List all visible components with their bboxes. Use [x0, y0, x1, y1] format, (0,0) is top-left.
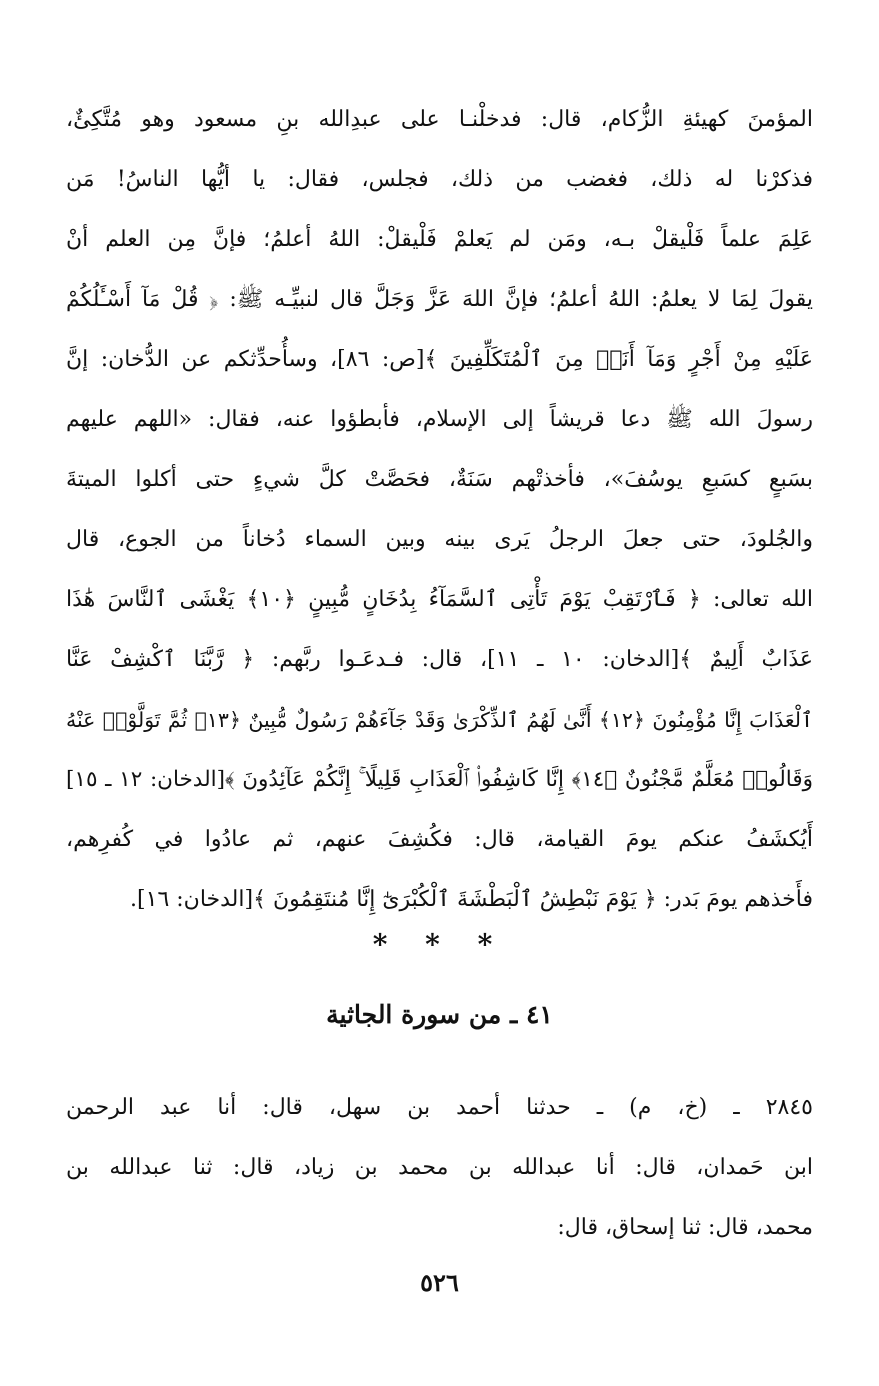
text-line: ٢٨٤٥ ـ (خ، م) ـ حدثنا أحمد بن سهل، قال: أنا عبد الرحمن: [66, 1095, 813, 1120]
text-line: فأَخذهم يومَ بَدر: ﴿ يَوْمَ نَبْطِشُ ٱلْبَطْشَةَ ٱلْكُبْرَىٰٓ إِنَّا مُنتَقِمُونَ ﴾[الدخان: ١٦].: [130, 887, 813, 912]
text-line: بسَبعٍ كسَبعِ يوسُفَ»، فأخذتْهم سَنَةٌ، فحَصَّتْ كلَّ شيءٍ حتى أكلوا الميتةَ: [66, 467, 813, 492]
text-line: عَلَيْهِ مِنْ أَجْرٍ وَمَآ أَنَا۠ مِنَ ٱلْمُتَكَلِّفِينَ ﴾[ص: ٨٦]، وسأُحدِّثكم عن الدُّخان: إنَّ: [66, 347, 813, 372]
text-line: المؤمنَ كهيئةِ الزُّكام، قال: فدخلْنـا على عبدِالله بنِ مسعود وهو مُتَّكِئٌ،: [66, 107, 813, 132]
text-line: رسولَ الله ﷺ دعا قريشاً إلى الإسلام، فأبطؤوا عنه، فقال: «اللهم عليهم: [66, 407, 813, 432]
page-number: ٥٢٦: [420, 1268, 459, 1297]
section-separator: * * *: [372, 928, 507, 961]
text-line: يقولَ لِمَا لا يعلمُ: اللهُ أعلمُ؛ فإنَّ اللهَ عَزَّ وَجَلَّ قال لنبيِّـه ﷺ: ﴿ قُلْ مَآ أَسْـَٔلُكُمْ: [66, 287, 813, 312]
hadith-2845-text: [66, 1078, 813, 1258]
text-line: وَقَالُوا۟ مُعَلَّمٌ مَّجْنُونٌ ﴿١٤﴾ إِنَّا كَاشِفُوا۟ ٱلْعَذَابِ قَلِيلًا ۚ إِنَّكُمْ عَآئِدُونَ ﴾[الدخان: ١٢ ـ ١٥]: [66, 767, 813, 792]
text-line: فذكرْنا له ذلك، فغضب من ذلك، فجلس، فقال: يا أيُّها الناسُ! مَن: [66, 167, 813, 192]
chapter-heading: ٤١ ـ من سورة الجاثية: [326, 1000, 553, 1029]
text-line: أَيُكشَفُ عنكم يومَ القيامة، قال: فكُشِفَ عنهم، ثم عادُوا في كُفرِهم،: [66, 827, 813, 852]
text-line: عَلِمَ علماً فَلْيقلْ بـه، ومَن لم يَعلمْ فَلْيقلْ: اللهُ أعلمُ؛ فإنَّ مِن العلم أنْ: [66, 227, 813, 252]
text-line: الله تعالى: ﴿ فَٱرْتَقِبْ يَوْمَ تَأْتِى ٱلسَّمَآءُ بِدُخَانٍ مُّبِينٍ ﴿١٠﴾ يَغْشَى ٱلنَّاسَ هَٰذَا: [66, 587, 813, 612]
text-line: عَذَابٌ أَلِيمٌ ﴾[الدخان: ١٠ ـ ١١]، قال: فـدعَـوا ربَّهم: ﴿ رَّبَّنَا ٱكْشِفْ عَنَّا: [66, 647, 813, 672]
text-line: ٱلْعَذَابَ إِنَّا مُؤْمِنُونَ ﴿١٢﴾ أَنَّىٰ لَهُمُ ٱلذِّكْرَىٰ وَقَدْ جَآءَهُمْ رَسُولٌ مُّبِينٌ ﴿١٣﴾ ثُمَّ تَوَلَّوْا۟ عَنْهُ: [66, 708, 813, 732]
text-line: محمد، قال: ثنا إسحاق، قال:: [557, 1215, 813, 1240]
text-line: والجُلودَ، حتى جعلَ الرجلُ يَرى بينه وبين السماء دُخاناً من الجوع، قال: [66, 527, 813, 552]
text-line: ابن حَمدان، قال: أنا عبدالله بن محمد بن زياد، قال: ثنا عبدالله بن: [66, 1155, 813, 1180]
hadith-continuation-text: [66, 90, 813, 930]
